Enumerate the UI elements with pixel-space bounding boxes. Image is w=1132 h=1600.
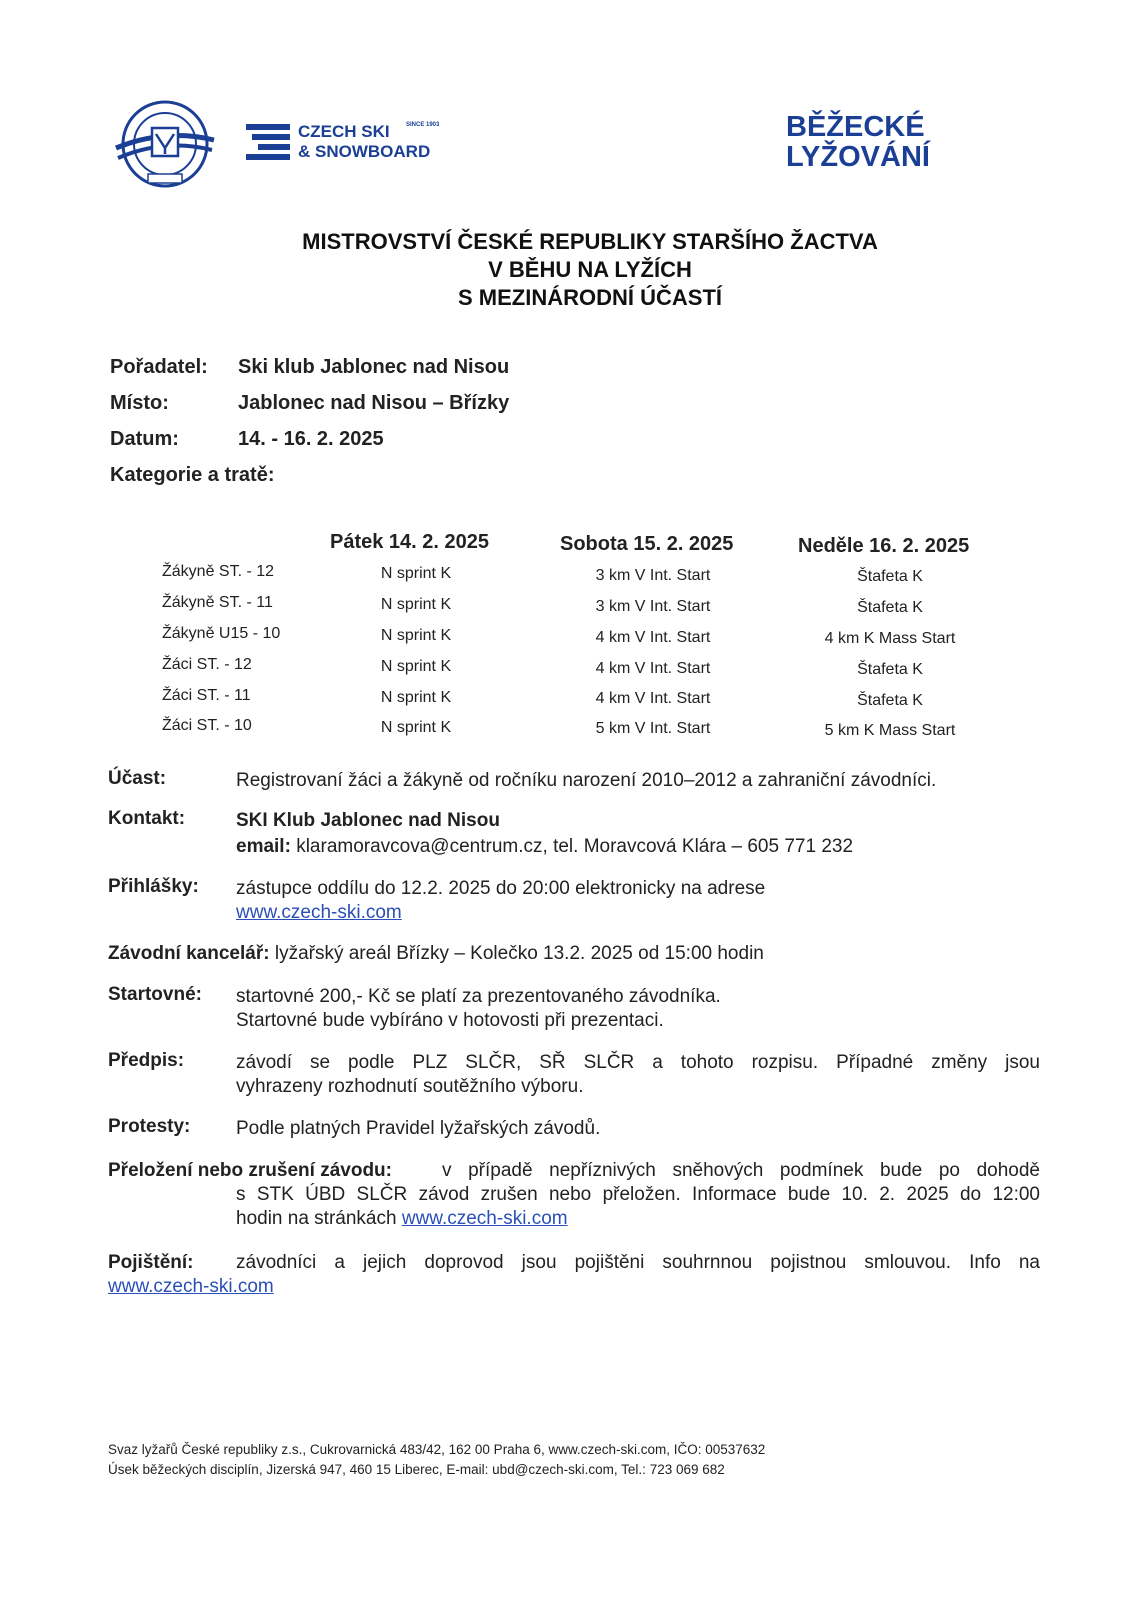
- prihlasky-text: zástupce oddílu do 12.2. 2025 do 20:00 elektronicky na adrese: [236, 878, 766, 899]
- row-sun: Štafeta K: [857, 599, 923, 616]
- predpis-line2: vyhrazeny rozhodnutí soutěžního výboru.: [236, 1076, 584, 1097]
- row-sun: Štafeta K: [857, 692, 923, 709]
- prihlasky-label: Přihlášky:: [108, 876, 199, 897]
- day-header-sunday: Neděle 16. 2. 2025: [798, 535, 970, 557]
- kontakt-club: SKI Klub Jablonec nad Nisou: [236, 810, 500, 831]
- startovne-line2: Startovné bude vybíráno v hotovosti při prezentaci.: [236, 1010, 664, 1031]
- row-fri: N sprint K: [380, 689, 452, 706]
- kontakt-email: [236, 836, 853, 858]
- footer: [108, 1440, 765, 1480]
- pojisteni-label: Pojištění:: [108, 1252, 194, 1273]
- row-sun: 5 km K Mass Start: [824, 722, 956, 739]
- protesty-text: Podle platných Pravidel lyžařských závodů.: [236, 1118, 601, 1139]
- kontakt-label: Kontakt:: [108, 808, 186, 829]
- row-sun: 4 km K Mass Start: [824, 630, 956, 647]
- row-category: Žákyně ST. - 12: [162, 563, 275, 580]
- poradatel-value: Ski klub Jablonec nad Nisou: [238, 356, 510, 378]
- kancelar-row: [108, 943, 764, 965]
- row-sat: 3 km V Int. Start: [595, 567, 711, 584]
- row-fri: N sprint K: [380, 565, 452, 582]
- row-category: Žákyně ST. - 11: [162, 594, 273, 611]
- datum-value: 14. - 16. 2. 2025: [238, 428, 384, 450]
- row-sat: 4 km V Int. Start: [595, 690, 711, 707]
- czech-ski-text: CZECH SKI: [298, 122, 390, 141]
- document-title: [150, 228, 1030, 312]
- row-fri: N sprint K: [380, 627, 452, 644]
- bez-logo-line2: LYŽOVÁNÍ: [786, 141, 930, 173]
- ucast-text: Registrovaní žáci a žákyně od ročníku narození 2010–2012 a zahraniční závodníci.: [236, 770, 937, 791]
- title-line1: MISTROVSTVÍ ČESKÉ REPUBLIKY STARŠÍHO ŽACTVA: [302, 229, 878, 254]
- title-line3: S MEZINÁRODNÍ ÚČASTÍ: [458, 285, 722, 310]
- svaz-lyzaru-seal-logo: [112, 98, 218, 190]
- czech-ski-since: SINCE 1903: [406, 122, 440, 128]
- kontakt-email-label: email:: [236, 836, 291, 857]
- startovne-label: Startovné:: [108, 984, 202, 1005]
- footer-line1: Svaz lyžařů České republiky z.s., Cukrovarnická 483/42, 162 00 Praha 6, www.czech-ski.com, IČO: 00537632: [108, 1442, 766, 1457]
- row-category: Žákyně U15 - 10: [162, 625, 281, 642]
- prelozeni-line3: [236, 1208, 568, 1230]
- prelozeni-line1: v případě nepříznivých sněhových podmínek bude po dohodě: [442, 1160, 1040, 1181]
- kancelar-text: lyžařský areál Břízky – Kolečko 13.2. 2025 od 15:00 hodin: [274, 943, 764, 964]
- pojisteni-text: závodníci a jejich doprovod jsou pojištěni souhrnnou pojistnou smlouvou. Info na: [236, 1252, 1040, 1273]
- poradatel-label: Pořadatel:: [110, 356, 208, 378]
- row-fri: N sprint K: [380, 596, 452, 613]
- row-category: Žáci ST. - 12: [162, 656, 252, 673]
- bezecke-lyzovani-logo: [786, 112, 930, 172]
- title-line2: V BĚHU NA LYŽÍCH: [488, 257, 692, 282]
- misto-label: Místo:: [110, 392, 169, 414]
- row-fri: N sprint K: [380, 719, 452, 736]
- kancelar-label: Závodní kancelář:: [108, 943, 270, 964]
- row-category: Žáci ST. - 11: [162, 687, 251, 704]
- row-sat: 4 km V Int. Start: [595, 660, 711, 677]
- ucast-label: Účast:: [108, 768, 167, 789]
- snowboard-text: & SNOWBOARD: [298, 142, 431, 161]
- prelozeni-line3-text: hodin na stránkách: [236, 1208, 397, 1229]
- prelozeni-link[interactable]: www.czech-ski.com: [401, 1208, 568, 1229]
- kontakt-email-text: klaramoravcova@centrum.cz, tel. Moravcová Klára – 605 771 232: [296, 836, 854, 857]
- footer-line2: Úsek běžeckých disciplín, Jizerská 947, 460 15 Liberec, E-mail: ubd@czech-ski.com, Tel.: 723 069 682: [108, 1462, 725, 1477]
- prelozeni-line2: s STK ÚBD SLČR závod zrušen nebo přeložen. Informace bude 10. 2. 2025 do 12:00: [236, 1184, 1040, 1205]
- predpis-line1: závodí se podle PLZ SLČR, SŘ SLČR a tohoto rozpisu. Případné změny jsou: [236, 1052, 1040, 1073]
- misto-value: Jablonec nad Nisou – Břízky: [238, 392, 510, 414]
- row-sat: 4 km V Int. Start: [595, 629, 711, 646]
- row-sat: 5 km V Int. Start: [595, 720, 711, 737]
- czech-ski-snowboard-logo: [246, 118, 456, 164]
- day-header-friday: Pátek 14. 2. 2025: [330, 531, 490, 553]
- day-header-saturday: Sobota 15. 2. 2025: [560, 533, 734, 555]
- datum-label: Datum:: [110, 428, 179, 450]
- row-category: Žáci ST. - 10: [162, 717, 252, 734]
- row-sun: Štafeta K: [857, 661, 923, 678]
- bez-logo-line1: BĚŽECKÉ: [786, 111, 925, 143]
- row-sat: 3 km V Int. Start: [595, 598, 711, 615]
- row-sun: Štafeta K: [857, 568, 923, 585]
- predpis-label: Předpis:: [108, 1050, 185, 1071]
- kategorie-label: Kategorie a tratě:: [110, 464, 275, 486]
- row-fri: N sprint K: [380, 658, 452, 675]
- prelozeni-label: Přeložení nebo zrušení závodu:: [108, 1160, 392, 1181]
- pojisteni-link[interactable]: www.czech-ski.com: [108, 1276, 274, 1297]
- prihlasky-link[interactable]: www.czech-ski.com: [236, 902, 402, 923]
- protesty-label: Protesty:: [108, 1116, 191, 1137]
- startovne-line1: startovné 200,- Kč se platí za prezentovaného závodníka.: [236, 986, 721, 1007]
